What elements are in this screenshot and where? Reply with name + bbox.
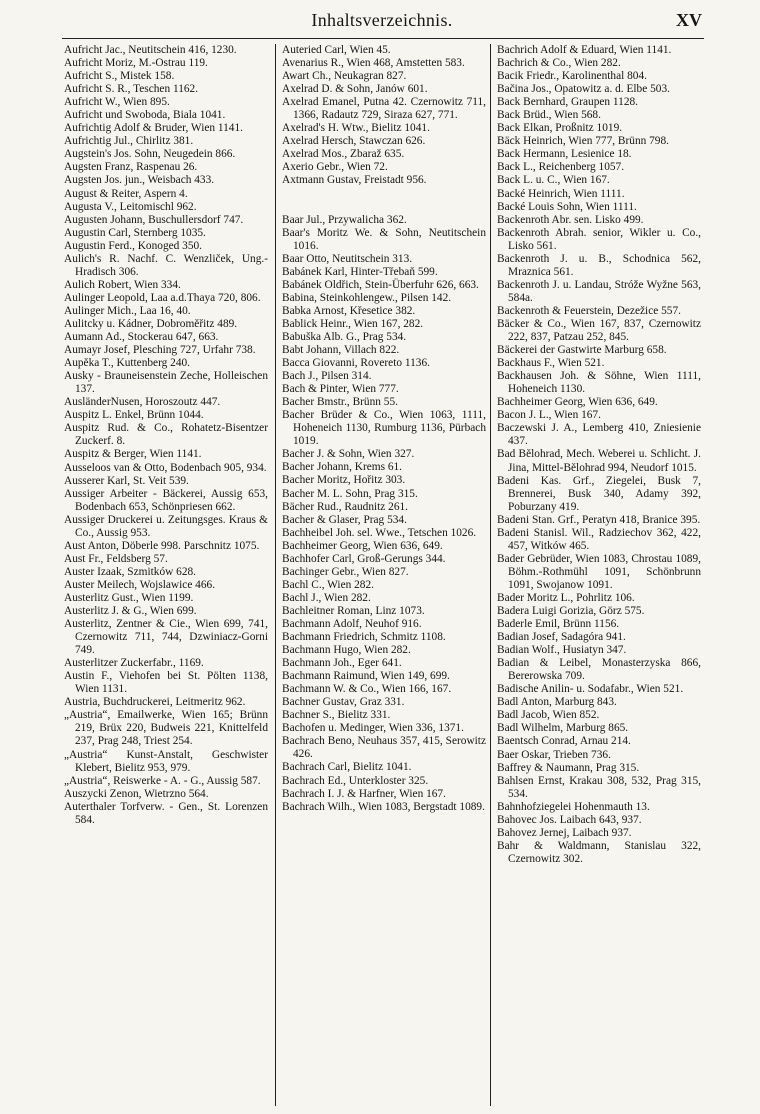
- index-entry: Bach J., Pilsen 314.: [282, 370, 372, 383]
- index-entry: Bachheimer Georg, Wien 636, 649.: [282, 539, 443, 552]
- index-entry: Bachinger Gebr., Wien 827.: [282, 565, 409, 578]
- index-entry: Avenarius R., Wien 468, Amstetten 583.: [282, 57, 465, 70]
- index-entry: Axelrad's H. Wtw., Bielitz 1041.: [282, 122, 430, 135]
- index-entry: Bach & Pinter, Wien 777.: [282, 383, 399, 396]
- index-entry: Backé Heinrich, Wien 1111.: [497, 187, 625, 200]
- index-entry: Aust Anton, Döberle 998. Parschnitz 1075.: [64, 539, 260, 552]
- index-entry: Baar Otto, Neutitschein 313.: [282, 252, 413, 265]
- index-entry: Bachrach Wilh., Wien 1083, Bergstadt 1089.: [282, 800, 485, 813]
- index-entry: Bäck Heinrich, Wien 777, Brünn 798.: [497, 135, 669, 148]
- index-entry: Bachmann Friedrich, Schmitz 1108.: [282, 631, 446, 644]
- index-entry: Badian & Leibel, Monasterzyska 866, Bererowska 709.: [497, 657, 701, 683]
- index-entry: Backenroth Abrah. senior, Wikler u. Co., Lisko 561.: [497, 226, 701, 252]
- index-entry: Back L. u. C., Wien 167.: [497, 174, 610, 187]
- page-title: Inhaltsverzeichnis.: [311, 10, 453, 30]
- index-entry: Bachrach Beno, Neuhaus 357, 415, Serowitz 426.: [282, 735, 486, 761]
- index-entry: Aufricht Jac., Neutitschein 416, 1230.: [64, 44, 237, 56]
- index-entry: Bachhofer Carl, Groß-Gerungs 344.: [282, 552, 446, 565]
- index-entry: „Austria“, Reiswerke - A. - G., Aussig 587.: [64, 774, 261, 787]
- index-entry: Aufricht S., Mistek 158.: [64, 70, 175, 83]
- index-entry: Bad Bělohrad, Mech. Weberei u. Schlicht. J. Jina, Mittel-Bělohrad 994, Neudorf 1015.: [497, 448, 701, 474]
- index-entry: Auspitz L. Enkel, Brünn 1044.: [64, 409, 204, 422]
- index-entry: Bachmann Joh., Eger 641.: [282, 657, 402, 670]
- index-entry: Axelrad D. & Sohn, Janów 601.: [282, 83, 428, 96]
- index-entry: Badera Luigi Gorizia, Görz 575.: [497, 605, 645, 618]
- index-column-2: [282, 44, 486, 1109]
- index-entry: Baar's Moritz We. & Sohn, Neutitschein 1016.: [282, 226, 486, 252]
- index-entry: Augsten Franz, Raspenau 26.: [64, 161, 198, 174]
- index-entry: Badeni Stanisl. Wil., Radziechov 362, 422, 457, Witków 465.: [497, 526, 701, 552]
- index-entry: Augstein's Jos. Sohn, Neugedein 866.: [64, 148, 236, 161]
- index-entry: Bacon J. L., Wien 167.: [497, 409, 601, 422]
- index-entry: Awart Ch., Neukagran 827.: [282, 70, 407, 83]
- index-entry: Aufricht und Swoboda, Biala 1041.: [64, 109, 226, 122]
- index-entry: Babina, Steinkohlengew., Pilsen 142.: [282, 291, 452, 304]
- index-entry: Augsten Jos. jun., Weisbach 433.: [64, 174, 215, 187]
- index-entry: Bacher M. L. Sohn, Prag 315.: [282, 487, 418, 500]
- index-entry: Auspitz Rud. & Co., Rohatetz-Bisentzer Zuckerf. 8.: [64, 422, 268, 448]
- index-entry: Badeni Stan. Grf., Peratyn 418, Branice 395.: [497, 513, 701, 526]
- index-entry: Austerlitz Gust., Wien 1199.: [64, 591, 194, 604]
- index-entry: Babuška Alb. G., Prag 534.: [282, 330, 407, 343]
- index-entry: Bader Moritz L., Pohrlitz 106.: [497, 591, 635, 604]
- index-column-1: [64, 44, 268, 1109]
- index-entry: Bachrich Adolf & Eduard, Wien 1141.: [497, 44, 672, 56]
- header-rule: [62, 38, 704, 39]
- index-entry: Babka Arnost, Křesetice 382.: [282, 304, 416, 317]
- index-entry: Back Brüd., Wien 568.: [497, 109, 601, 122]
- index-entry: Bacher Bmstr., Brünn 55.: [282, 396, 398, 409]
- index-entry: Aupěka T., Kuttenberg 240.: [64, 357, 191, 370]
- index-entry: Aufricht Moriz, M.-Ostrau 119.: [64, 57, 208, 70]
- index-entry: „Austria“, Emailwerke, Wien 165; Brünn 219, Brüx 220, Budweis 221, Knittelfeld 237, Prag 248, Triest 254.: [64, 709, 268, 748]
- index-entry: Bachrach I. J. & Harfner, Wien 167.: [282, 787, 446, 800]
- index-entry: Austerlitz, Zentner & Cie., Wien 699, 741, Czernowitz 711, 744, Dzwiniacz-Gorni 749.: [64, 618, 268, 657]
- index-entry: Bacik Friedr., Karolinenthal 804.: [497, 70, 647, 83]
- index-entry: Badl Anton, Marburg 843.: [497, 696, 617, 709]
- index-entry: Bacher & Glaser, Prag 534.: [282, 513, 407, 526]
- index-entry: Backhausen Joh. & Söhne, Wien 1111, Hoheneich 1130.: [497, 370, 701, 396]
- index-entry: Aussiger Arbeiter - Bäckerei, Aussig 653, Bodenbach 653, Schönpriesen 662.: [64, 487, 268, 513]
- index-entry: Bachl J., Wien 282.: [282, 591, 371, 604]
- index-entry: Auszycki Zenon, Wietrzno 564.: [64, 787, 209, 800]
- index-entry: Augustin Carl, Sternberg 1035.: [64, 226, 206, 239]
- index-entry: Backenroth J. u. Landau, Stróže Wyžne 563, 584a.: [497, 278, 701, 304]
- page-header: [62, 6, 702, 40]
- index-entry: Bahovez Jernej, Laibach 937.: [497, 826, 632, 839]
- index-entry: August & Reiter, Aspern 4.: [64, 187, 188, 200]
- index-entry: Aufricht W., Wien 895.: [64, 96, 170, 109]
- index-entry: Bachheimer Georg, Wien 636, 649.: [497, 396, 658, 409]
- index-entry: Backhaus F., Wien 521.: [497, 357, 605, 370]
- index-entry: Bächer Rud., Raudnitz 261.: [282, 500, 409, 513]
- index-entry: Bacher Johann, Krems 61.: [282, 461, 403, 474]
- index-entry: Bachmann Raimund, Wien 149, 699.: [282, 670, 450, 683]
- index-entry: Aumayr Josef, Plesching 727, Urfahr 738.: [64, 344, 256, 357]
- index-entry: „Austria“ Kunst-Anstalt, Geschwister Klebert, Bielitz 953, 979.: [64, 748, 268, 774]
- index-entry: Bacher Brüder & Co., Wien 1063, 1111, Hoheneich 1130, Rumburg 1136, Pürbach 1019.: [282, 409, 486, 448]
- index-entry: Badische Anilin- u. Sodafabr., Wien 521.: [497, 683, 684, 696]
- index-entry: Bäcker & Co., Wien 167, 837, Czernowitz 222, 837, Patzau 252, 845.: [497, 317, 701, 344]
- index-entry: Bachmann Hugo, Wien 282.: [282, 644, 411, 657]
- index-entry: Bachmann Adolf, Neuhof 916.: [282, 617, 422, 630]
- index-entry: Bablick Heinr., Wien 167, 282.: [282, 317, 424, 330]
- index-entry: Bachofen u. Medinger, Wien 336, 1371.: [282, 722, 464, 735]
- page-number: XV: [676, 10, 702, 30]
- index-entry: Back Elkan, Proßnitz 1019.: [497, 122, 623, 135]
- index-entry: AusländerNusen, Horoszoutz 447.: [64, 396, 221, 409]
- index-entry: Babánek Oldřich, Stein-Überfuhr 626, 663.: [282, 278, 479, 291]
- index-entry: Aulich's R. Nachf. C. Wenzliček, Ung.-Hradisch 306.: [64, 252, 268, 278]
- index-entry: Baffrey & Naumann, Prag 315.: [497, 761, 640, 774]
- index-entry: Aulich Robert, Wien 334.: [64, 278, 181, 291]
- index-entry: Aulinger Leopold, Laa a.d.Thaya 720, 806.: [64, 291, 261, 304]
- index-entry: Badeni Kas. Grf., Ziegelei, Busk 7, Brennerei, Busk 340, Adamy 392, Poburzany 419.: [497, 474, 701, 513]
- index-entry: Bachrach Ed., Unterkloster 325.: [282, 774, 429, 787]
- index-entry: Bäckerei der Gastwirte Marburg 658.: [497, 344, 667, 357]
- index-entry: Austria, Buchdruckerei, Leitmeritz 962.: [64, 696, 246, 709]
- index-entry: Auteried Carl, Wien 45.: [282, 44, 391, 56]
- index-entry: Bachheibel Joh. sel. Wwe., Tetschen 1026.: [282, 526, 477, 539]
- index-entry: Bader Gebrüder, Wien 1083, Chrostau 1089, Böhm.-Rothmühl 1091, Schönbrunn 1091, Swojanow 1091.: [497, 552, 701, 591]
- index-entry: Baentsch Conrad, Arnau 214.: [497, 735, 631, 748]
- index-entry: Augustin Ferd., Konoged 350.: [64, 239, 203, 252]
- index-entry: Axelrad Mos., Zbaraž 635.: [282, 148, 405, 161]
- index-entry: Bahr & Waldmann, Stanislau 322, Czernowitz 302.: [497, 839, 701, 865]
- index-entry: Axerio Gebr., Wien 72.: [282, 161, 388, 174]
- index-entry: Backenroth Abr. sen. Lisko 499.: [497, 213, 644, 226]
- index-entry: Augusten Johann, Buschullersdorf 747.: [64, 213, 244, 226]
- index-entry: Aufricht S. R., Teschen 1162.: [64, 83, 199, 96]
- index-entry: Back Bernhard, Graupen 1128.: [497, 96, 639, 109]
- index-entry: Aufrichtig Adolf & Bruder, Wien 1141.: [64, 122, 243, 135]
- index-entry: Bacher J. & Sohn, Wien 327.: [282, 448, 415, 461]
- index-entry: Backenroth J. u. B., Schodnica 562, Mraznica 561.: [497, 252, 701, 278]
- index-entry: Aussiger Druckerei u. Zeitungsges. Kraus & Co., Aussig 953.: [64, 513, 268, 539]
- index-entry: Aufrichtig Jul., Chirlitz 381.: [64, 135, 194, 148]
- index-entry: Badian Josef, Sadagóra 941.: [497, 631, 626, 644]
- index-entry: Axtmann Gustav, Freistadt 956.: [282, 174, 427, 187]
- index-entry: Austerlitz J. & G., Wien 699.: [64, 605, 197, 618]
- index-entry: Babánek Karl, Hinter-Třebaň 599.: [282, 265, 438, 278]
- column-divider: [275, 44, 276, 1106]
- index-entry: Aust Fr., Feldsberg 57.: [64, 552, 168, 565]
- index-entry: Baczewski J. A., Lemberg 410, Zniesienie 437.: [497, 422, 701, 448]
- index-entry: Babt Johann, Villach 822.: [282, 343, 400, 356]
- index-entry: Axelrad Emanel, Putna 42. Czernowitz 711, 1366, Radautz 729, Siraza 627, 771.: [282, 96, 486, 122]
- index-entry: Auster Meilech, Wojslawice 466.: [64, 578, 216, 591]
- index-entry: Austin F., Viehofen bei St. Pölten 1138, Wien 1131.: [64, 670, 268, 696]
- index-entry: Back Hermann, Lesienice 18.: [497, 148, 632, 161]
- index-entry: Back L., Reichenberg 1057.: [497, 161, 625, 174]
- index-entry: Backé Louis Sohn, Wien 1111.: [497, 200, 637, 213]
- index-entry: Auster Izaak, Szmitków 628.: [64, 565, 196, 578]
- index-entry: Austerlitzer Zuckerfabr., 1169.: [64, 657, 204, 670]
- index-entry: Aumann Ad., Stockerau 647, 663.: [64, 331, 219, 344]
- index-entry: Badl Jacob, Wien 852.: [497, 709, 600, 722]
- column-divider: [490, 44, 491, 1106]
- index-entry: Ausserer Karl, St. Veit 539.: [64, 474, 189, 487]
- index-entry: Bachrich & Co., Wien 282.: [497, 57, 621, 70]
- index-entry: Bahlsen Ernst, Krakau 308, 532, Prag 315, 534.: [497, 774, 701, 800]
- index-entry: Badian Wolf., Husiatyn 347.: [497, 644, 627, 657]
- index-entry: Augusta V., Leitomischl 962.: [64, 200, 197, 213]
- index-entry: Ausky - Brauneisenstein Zeche, Holleischen 137.: [64, 370, 268, 396]
- index-entry: Bahnhofziegelei Hohenmauth 13.: [497, 800, 650, 813]
- index-entry: Bachner Gustav, Graz 331.: [282, 696, 405, 709]
- index-entry: Aulinger Mich., Laa 16, 40.: [64, 304, 191, 317]
- index-entry: Bačina Jos., Opatowitz a. d. Elbe 503.: [497, 83, 670, 96]
- index-entry: Bacher Moritz, Hořitz 303.: [282, 474, 406, 487]
- index-entry: Bachmann W. & Co., Wien 166, 167.: [282, 683, 452, 696]
- index-entry: Backenroth & Feuerstein, Dezežice 557.: [497, 304, 681, 317]
- index-entry: Axelrad Hersch, Stawczan 626.: [282, 135, 426, 148]
- index-entry: Bachrach Carl, Bielitz 1041.: [282, 761, 412, 774]
- index-entry: Bahovec Jos. Laibach 643, 937.: [497, 813, 642, 826]
- index-entry: Bachl C., Wien 282.: [282, 578, 374, 591]
- index-entry: Baar Jul., Przywalicha 362.: [282, 213, 407, 226]
- index-entry: Bacca Giovanni, Rovereto 1136.: [282, 357, 430, 370]
- index-entry: Bachner S., Bielitz 331.: [282, 709, 391, 722]
- index-column-3: [497, 44, 701, 1109]
- index-entry: Auspitz & Berger, Wien 1141.: [64, 448, 202, 461]
- index-entry: Badl Wilhelm, Marburg 865.: [497, 722, 629, 735]
- index-entry: Baderle Emil, Brünn 1156.: [497, 618, 620, 631]
- index-entry: Baer Oskar, Trieben 736.: [497, 748, 611, 761]
- index-entry: Ausseloos van & Otto, Bodenbach 905, 934.: [64, 461, 267, 474]
- index-entry: Bachleitner Roman, Linz 1073.: [282, 604, 425, 617]
- index-entry: Auterthaler Torfverw. - Gen., St. Lorenzen 584.: [64, 800, 268, 826]
- index-entry: Aulitcky u. Kádner, Dobroměřitz 489.: [64, 317, 238, 330]
